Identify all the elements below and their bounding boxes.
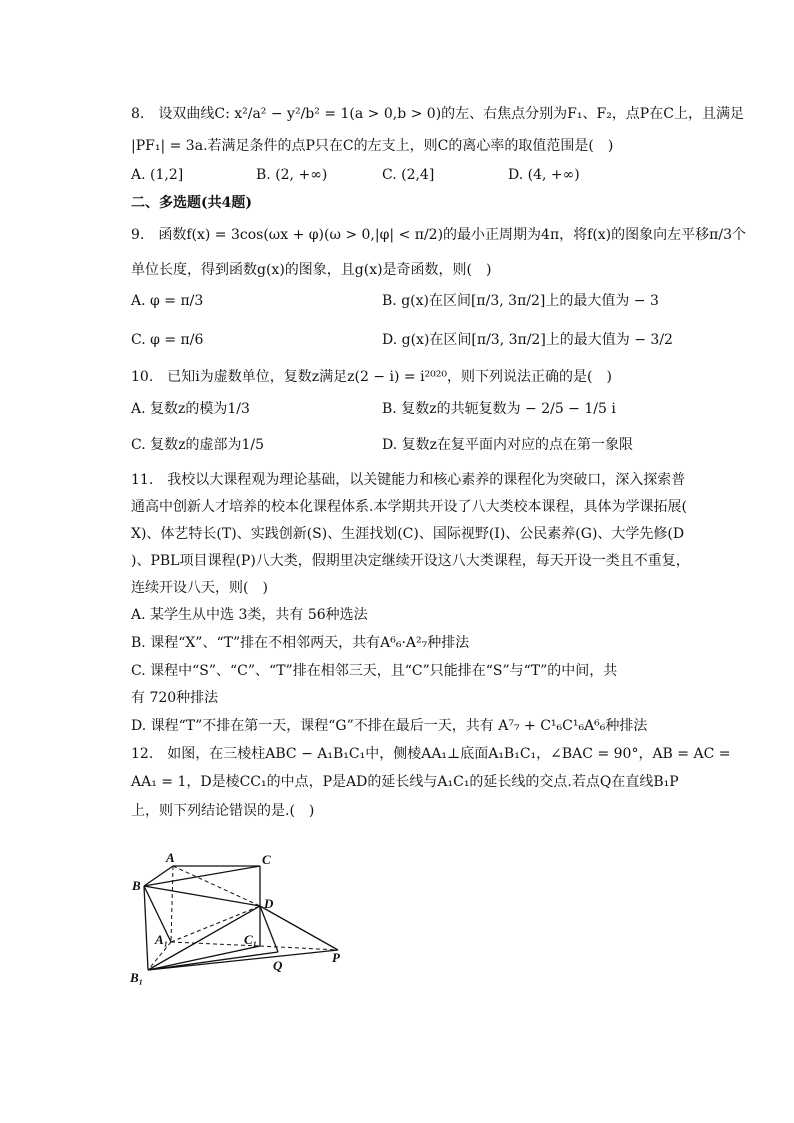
- q8-option-d: D. (4, +∞): [508, 167, 580, 183]
- q9-line2: 单位长度，得到函数g(x)的图象，且g(x)是奇函数，则( ): [131, 262, 492, 278]
- q9-option-c: C. φ = π/6: [131, 332, 204, 348]
- q10-line1: 10. 已知i为虚数单位，复数z满足z(2 − i) = i²⁰²⁰，则下列说法正确的是( ): [131, 369, 612, 385]
- q11-line4: )、PBL项目课程(P)八大类，假期里决定继续开设这八大类课程，每天开设一类且不重复，: [131, 553, 690, 569]
- q11-option-a: A. 某学生从中选 3类，共有 56种选法: [131, 607, 368, 623]
- q10-option-b: B. 复数z的共轭复数为 − 2/5 − 1/5 i: [382, 401, 616, 417]
- label-p: P: [332, 950, 340, 965]
- q9-option-a: A. φ = π/3: [131, 293, 204, 309]
- q10-option-a: A. 复数z的模为1/3: [131, 401, 250, 417]
- q10-option-d: D. 复数z在复平面内对应的点在第一象限: [382, 437, 634, 453]
- q11-option-c: C. 课程中“S”、“C”、“T”排在相邻三天，且“C”只能排在“S”与“T”的中间，共: [131, 663, 618, 679]
- q11-option-d: D. 课程“T”不排在第一天，课程“G”不排在最后一天，共有 A⁷₇ + C¹₆C¹₆A⁶₆种排法: [131, 718, 648, 734]
- q8-option-a: A. (1,2]: [131, 167, 184, 183]
- q8-line2: |PF₁| = 3a.若满足条件的点P只在C的左支上，则C的离心率的取值范围是( ): [131, 138, 614, 154]
- q9-option-b: B. g(x)在区间[π/3, 3π/2]上的最大值为 − 3: [382, 293, 659, 309]
- q9-line1: 9. 函数f(x) = 3cos(ωx + φ)(ω > 0,|φ| < π/2)的最小正周期为4π，将f(x)的图象向左平移π/3个: [131, 227, 746, 243]
- label-a: A: [166, 850, 175, 865]
- q12-line3: 上，则下列结论错误的是.( ): [131, 803, 315, 819]
- section-heading: 二、多选题(共4题): [131, 195, 252, 211]
- q11-line1: 11. 我校以大课程观为理论基础，以关键能力和核心素养的课程化为突破口，深入探索普: [131, 472, 686, 488]
- q11-line3: X)、体艺特长(T)、实践创新(S)、生涯找划(C)、国际视野(I)、公民素养(G)、大学先修(D: [131, 526, 685, 542]
- q12-line1: 12. 如图，在三棱柱ABC − A₁B₁C₁中，侧棱AA₁⊥底面A₁B₁C₁，∠BAC = 90°，AB = AC =: [131, 746, 731, 762]
- label-d: D: [264, 896, 274, 911]
- label-q: Q: [273, 958, 283, 973]
- q11-option-b: B. 课程“X”、“T”排在不相邻两天，共有A⁶₆·A²₇种排法: [131, 635, 470, 651]
- label-a1: A₁: [155, 932, 169, 947]
- prism-figure: [128, 850, 368, 1000]
- label-c: C: [262, 852, 271, 867]
- q8-option-c: C. (2,4]: [382, 167, 435, 183]
- label-b: B: [132, 878, 141, 893]
- q8-option-b: B. (2, +∞): [256, 167, 328, 183]
- label-c1: C₁: [244, 932, 258, 947]
- q11-line5: 连续开设八天，则( ): [131, 580, 268, 596]
- q8-line1: 8. 设双曲线C: x²/a² − y²/b² = 1(a > 0,b > 0)的左、右焦点分别为F₁、F₂，点P在C上，且满足: [131, 106, 744, 122]
- q11-line2: 通高中创新人才培养的校本化课程体系.本学期共开设了八大类校本课程，具体为学课拓展(: [131, 499, 687, 515]
- q11-option-c-cont: 有 720种排法: [131, 690, 219, 706]
- label-b1: B₁: [130, 970, 144, 985]
- q9-option-d: D. g(x)在区间[π/3, 3π/2]上的最大值为 − 3/2: [382, 332, 673, 348]
- q12-line2: AA₁ = 1，D是棱CC₁的中点，P是AD的延长线与A₁C₁的延长线的交点.若点Q在直线B₁P: [131, 774, 679, 790]
- q10-option-c: C. 复数z的虚部为1/5: [131, 437, 265, 453]
